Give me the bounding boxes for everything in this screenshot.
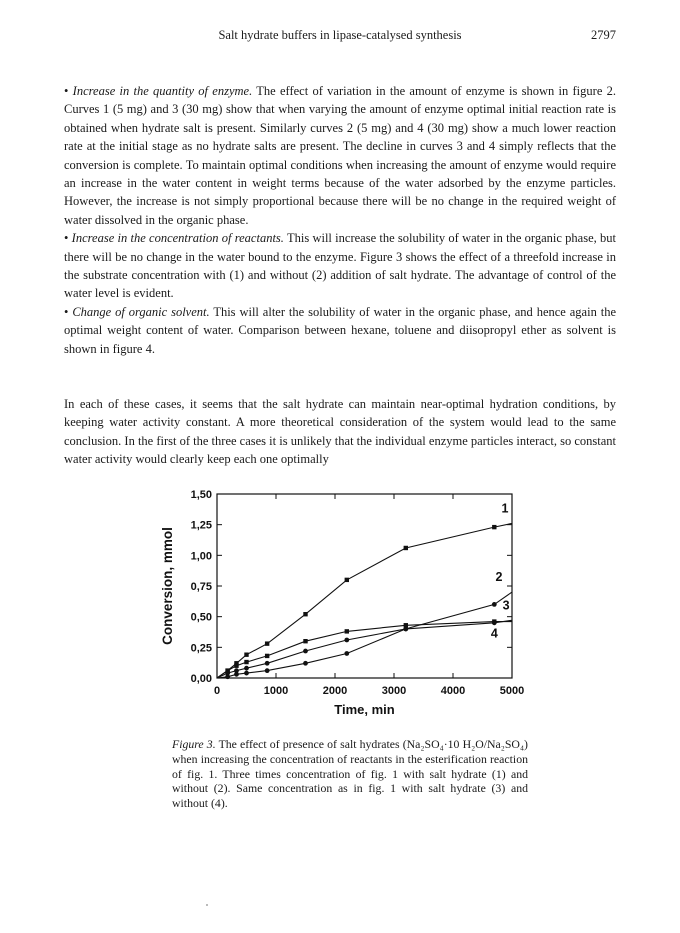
bullet-organic-solvent: [64, 303, 616, 358]
page-number: 2797: [591, 28, 616, 42]
data-point-series-4: [303, 649, 308, 654]
data-point-series-1: [345, 578, 349, 582]
x-tick-label: 2000: [322, 685, 348, 697]
bullet-enzyme-quantity: [64, 82, 616, 229]
running-title: Salt hydrate buffers in lipase-catalysed synthesis: [218, 28, 462, 42]
bullet-marker: •: [64, 84, 69, 98]
data-point-series-1: [265, 641, 269, 645]
y-tick-label: 0,75: [190, 581, 212, 593]
curve-label-3: 3: [502, 598, 510, 613]
x-tick-label: 3000: [381, 685, 407, 697]
data-point-series-4: [492, 620, 497, 625]
y-tick-label: 1,00: [190, 550, 212, 563]
data-point-series-1: [303, 612, 307, 616]
series-line-1: [217, 523, 512, 678]
bullet-list: [64, 82, 616, 358]
caption-text: The effect of presence of salt hydrates (Na₂SO₄·10 H₂O/Na₂SO₄) when increasing the concentration of reactants in the esterification reaction of fig. 1. Three times concentration of fig. 1 with salt hydrate (1) and without (2). Same concentration as in fig. 1 with salt hydrate (3) and without (4).: [172, 737, 528, 811]
x-tick-label: 5000: [499, 685, 525, 697]
series-line-4: [217, 620, 512, 678]
x-axis-title: Time, min: [334, 702, 395, 717]
y-tick-label: 0,50: [190, 611, 212, 624]
data-point-series-3: [345, 629, 349, 633]
y-tick-label: 1,50: [190, 489, 212, 501]
y-tick-label: 0,00: [190, 673, 212, 685]
data-point-series-3: [244, 660, 248, 664]
data-point-series-1: [492, 525, 496, 529]
curve-label-4: 4: [490, 626, 498, 641]
data-point-series-4: [225, 671, 230, 676]
data-point-series-1: [404, 546, 408, 550]
data-point-series-2: [244, 671, 249, 676]
bullet-marker: •: [64, 231, 69, 246]
paragraph-text: In each of these cases, it seems that the salt hydrate can maintain near-optimal hydration conditions, by keeping water activity constant. A more theoretical consideration of the system would lead to the same conclusion. In the first of the three cases it is unlikely that the individual enzyme particles interact, so constant water activity would clearly keep each one optimally: [64, 397, 616, 467]
data-point-series-2: [303, 661, 308, 666]
x-tick-label: 1000: [263, 685, 289, 697]
bullet-lead: Change of organic solvent.: [72, 304, 210, 319]
bullet-lead: Increase in the concentration of reactants.: [71, 231, 284, 246]
data-point-series-1: [244, 652, 248, 656]
bullet-text: This will increase the solubility of water in the organic phase, but there will be no change in the water bound to the enzyme. Figure 3 shows the effect of a threefold increase in the substrate concentration with (1) and without (2) addition of salt hydrate. The advantage of control of the water level is evident.: [64, 231, 617, 301]
curve-label-2: 2: [495, 570, 503, 585]
bullet-text: The effect of variation in the amount of enzyme is shown in figure 2. Curves 1 (5 mg) and 3 (30 mg) show that when varying the amount of enzyme optimal initial reaction rate is obtained when hydrate salt is present. Similarly curves 2 (5 mg) and 4 (30 mg) show a much lower reaction rate at the initial stage as no hydrate salts are present. The decline in curves 3 and 4 simply reflects that the conversion is complete. To maintain optimal conditions when increasing the amount of enzyme would require an increase in the water content in weight terms because of the water adsorbed by the enzyme particles. However, the increase is not simply proportional because there will be no change in the required weight of water dissolved in the organic phase.: [64, 84, 617, 227]
y-axis-title: Conversion, mmol: [160, 527, 175, 645]
data-point-series-4: [265, 661, 270, 666]
data-point-series-4: [344, 638, 349, 643]
x-tick-label: 4000: [440, 685, 466, 697]
y-tick-label: 0,25: [190, 642, 212, 655]
bullet-lead: Increase in the quantity of enzyme.: [72, 84, 253, 98]
caption-label: Figure 3.: [172, 737, 216, 751]
page-header: [64, 28, 616, 46]
data-point-series-2: [265, 668, 270, 673]
figure-caption: [172, 737, 528, 811]
data-point-series-3: [265, 654, 269, 658]
data-point-series-4: [403, 627, 408, 632]
bullet-marker: •: [64, 304, 69, 319]
bullet-reactant-concentration: [64, 229, 616, 303]
series-line-3: [217, 622, 512, 678]
x-tick-label: 0: [213, 685, 221, 697]
data-point-series-4: [244, 666, 249, 671]
y-tick-label: 1,25: [190, 519, 212, 532]
data-point-series-2: [344, 651, 349, 656]
data-point-series-3: [234, 664, 238, 668]
figure-3-chart: [150, 480, 530, 720]
plot-frame: [217, 494, 512, 678]
data-point-series-2: [492, 602, 497, 607]
scan-speck: [206, 904, 208, 906]
bullet-text: This will alter the solubility of water in the organic phase, and hence again the optimal weight content of water. Comparison between hexane, toluene and diisopropyl ether as solvent is shown in figure 4.: [64, 304, 617, 356]
data-point-series-4: [234, 668, 239, 673]
body-paragraph: [64, 395, 616, 469]
data-point-series-3: [303, 639, 307, 643]
curve-label-1: 1: [501, 501, 509, 516]
